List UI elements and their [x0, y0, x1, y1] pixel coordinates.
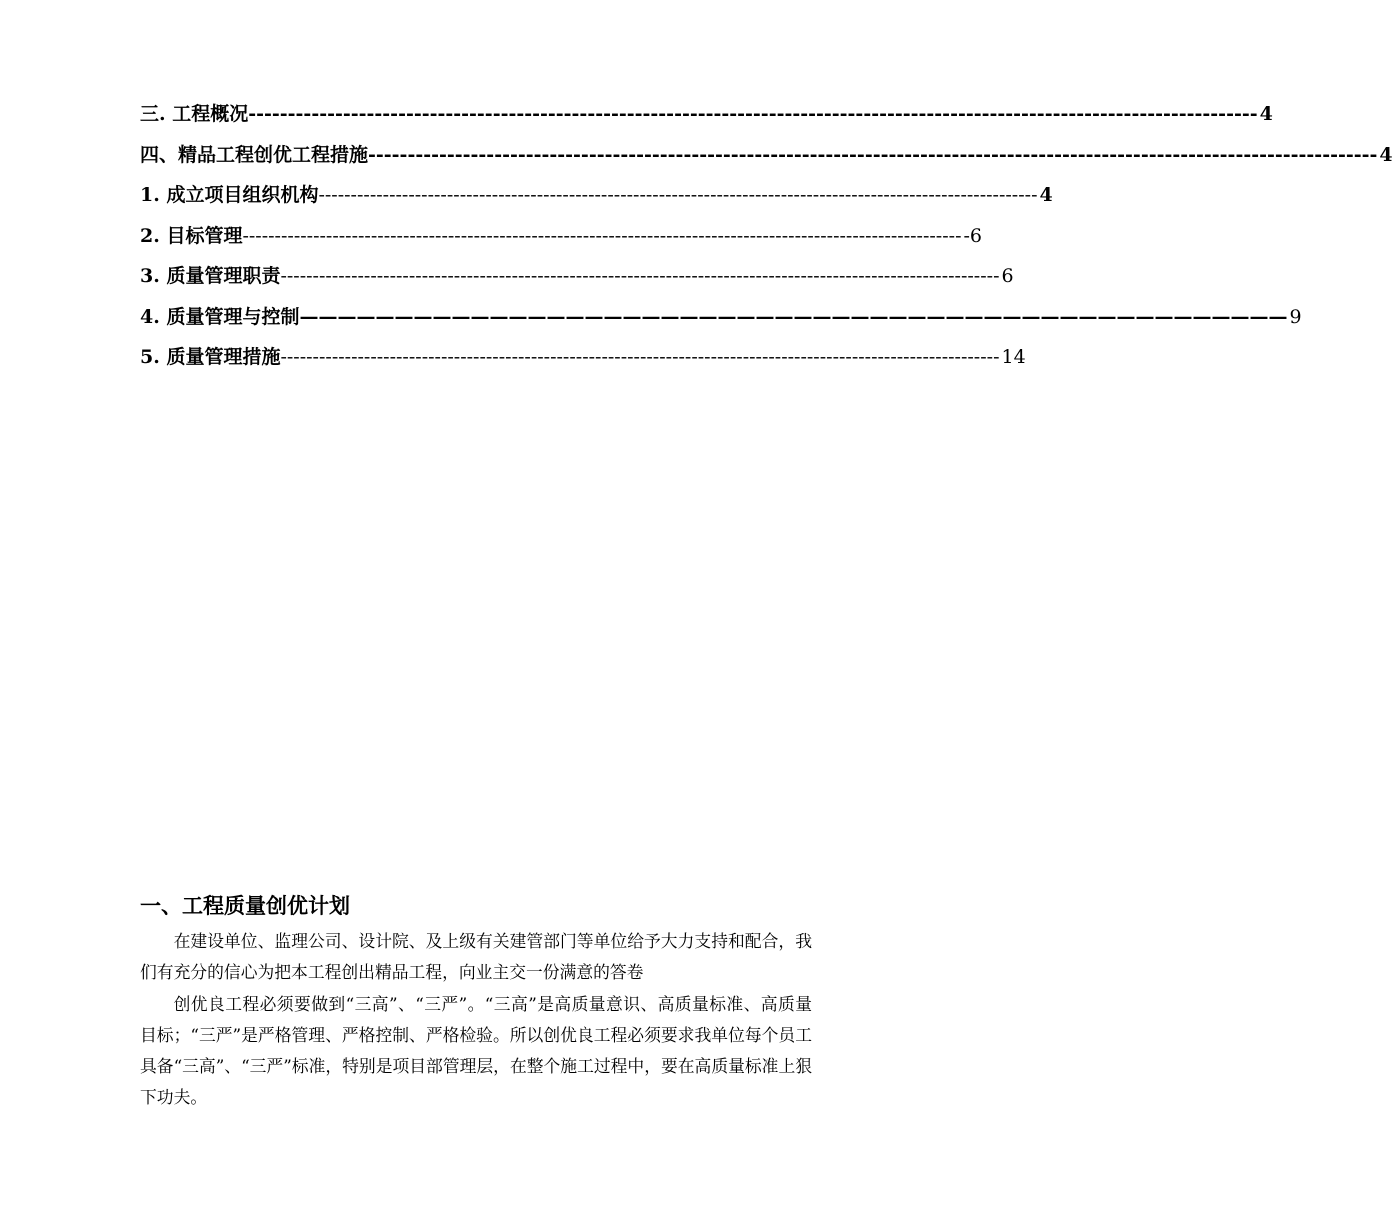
toc-entry-label: 5. 质量管理措施: [140, 346, 281, 368]
toc-entry-4-5[interactable]: [140, 337, 1026, 378]
toc-leader: ----------------------------------------------------------------------------------------------------------------: [242, 224, 962, 247]
toc-entry-3[interactable]: [140, 94, 1273, 135]
toc-entry-label: 2. 目标管理: [140, 224, 243, 247]
toc-entry-page: 9: [1289, 305, 1302, 328]
toc-entry-label: 三. 工程概况: [140, 103, 249, 125]
toc-entry-label: 4. 质量管理与控制: [140, 305, 300, 328]
toc-entry-4-3[interactable]: [140, 256, 1014, 297]
body-paragraph: 创优良工程必须要做到“三高”、“三严”。“三高”是高质量意识、高质量标准、高质量目标；“三严”是严格管理、严格控制、严格检验。所以创优良工程必须要求我单位每个员工具备“三高”、“三严”标准，特别是项目部管理层，在整个施工过程中，要在高质量标准上狠下功夫。: [140, 993, 813, 1108]
toc-leader: ----------------------------------------------------------------------------------------------------------------: [280, 265, 1000, 287]
toc-entry-4-4[interactable]: [140, 297, 1302, 338]
toc-entry-4-2[interactable]: [140, 216, 982, 257]
toc-entry-4[interactable]: [140, 135, 1393, 176]
section-heading: 一、工程质量创优计划: [140, 894, 350, 918]
quality-plan-section: [140, 888, 812, 1114]
toc-entry-label: 3. 质量管理职责: [140, 265, 281, 287]
body-paragraph: 在建设单位、监理公司、设计院、及上级有关建管部门等单位给予大力支持和配合，我们有充分的信心为把本工程创出精品工程，向业主交一份满意的答卷: [140, 931, 812, 983]
toc-leader: ----------------------------------------------------------------------------------------------------------------: [280, 346, 1000, 368]
toc-entry-page: 6: [1001, 265, 1014, 287]
toc-leader: --------------------------------------------------------------------------------------------------------------------------------: [368, 143, 1378, 166]
toc-leader: --------------------------------------------------------------------------------------------------------------------------------: [248, 103, 1258, 125]
toc-entry-label: 1. 成立项目组织机构: [140, 184, 319, 206]
toc-entry-page: -6: [963, 224, 982, 247]
toc-entry-label: 四、精品工程创优工程措施: [140, 143, 369, 166]
toc-leader: ————————————————————————————————————————————————————: [299, 305, 1288, 328]
toc-entry-4-1[interactable]: [140, 175, 1053, 216]
toc-entry-page: 4: [1379, 143, 1393, 166]
toc-entry-page: 4: [1039, 184, 1053, 206]
table-of-contents: [140, 94, 1393, 378]
toc-entry-page: 4: [1259, 103, 1273, 125]
toc-entry-page: 14: [1001, 346, 1026, 368]
toc-leader: ----------------------------------------------------------------------------------------------------------------: [318, 184, 1038, 206]
